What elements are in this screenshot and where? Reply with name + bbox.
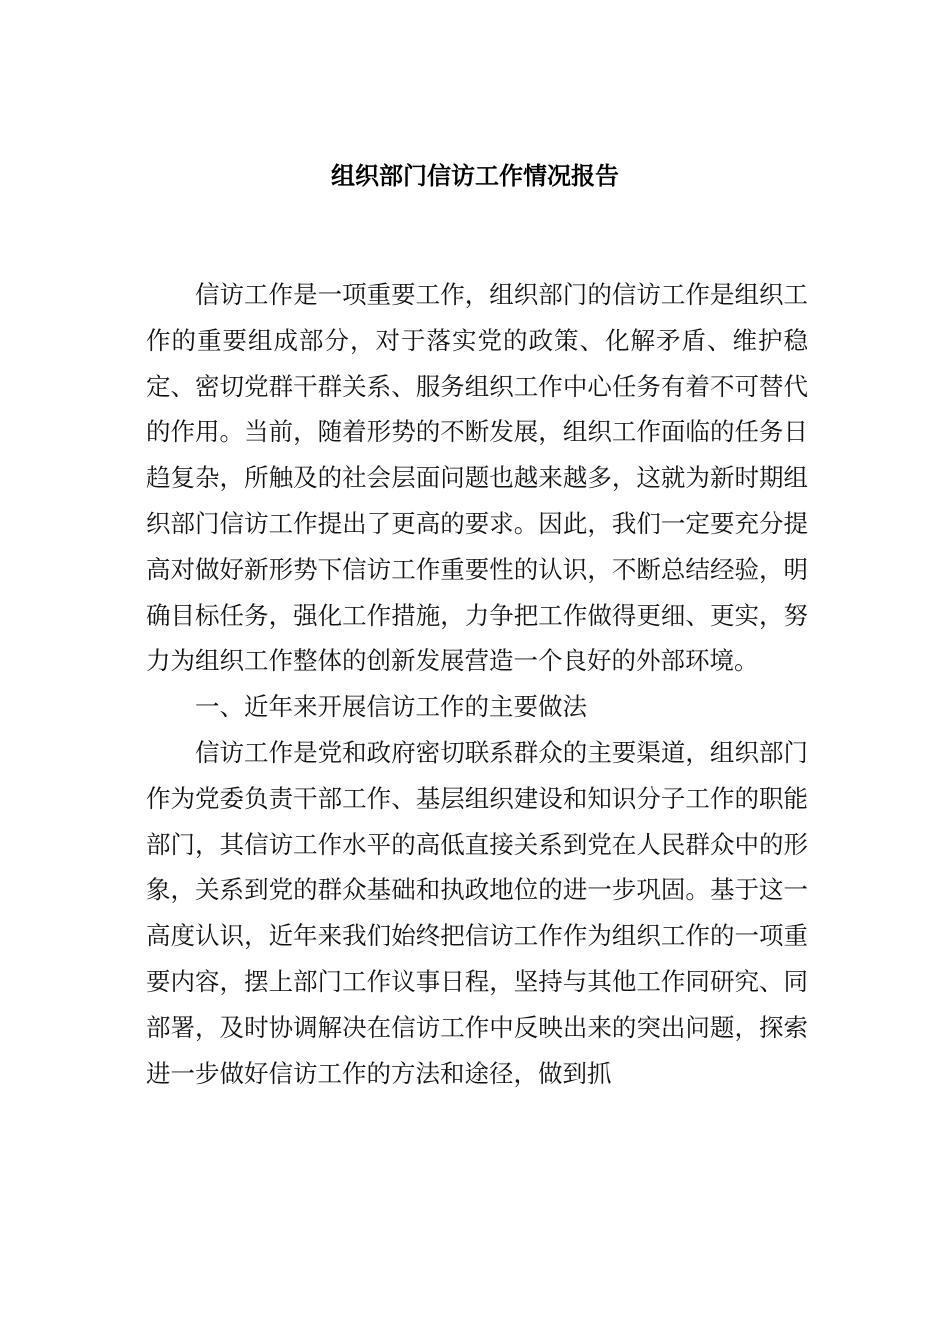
paragraph-section-1: 信访工作是党和政府密切联系群众的主要渠道，组织部门作为党委负责干部工作、基层组织建设和知识分子工作的职能部门，其信访工作水平的高低直接关系到党在人民群众中的形象，关系到党的群众基础和执政地位的进一步巩固。基于这一高度认识，近年来我们始终把信访工作作为组织工作的一项重要内容，摆上部门工作议事日程，坚持与其他工作同研究、同部署，及时协调解决在信访工作中反映出来的突出问题，探索进一步做好信访工作的方法和途径，做到抓 bbox=[146, 737, 808, 1088]
document-body bbox=[146, 272, 808, 1096]
document-title: 组织部门信访工作情况报告 bbox=[331, 162, 619, 190]
paragraph-intro: 信访工作是一项重要工作，组织部门的信访工作是组织工作的重要组成部分，对于落实党的政策、化解矛盾、维护稳定、密切党群干群关系、服务组织工作中心任务有着不可替代的作用。当前，随着形势的不断发展，组织工作面临的任务日趋复杂，所触及的社会层面问题也越来越多，这就为新时期组织部门信访工作提出了更高的要求。因此，我们一定要充分提高对做好新形势下信访工作重要性的认识，不断总结经验，明确目标任务，强化工作措施，力争把工作做得更细、更实，努力为组织工作整体的创新发展营造一个良好的外部环境。 bbox=[146, 280, 808, 676]
section-heading-1: 一、近年来开展信访工作的主要做法 bbox=[195, 692, 587, 722]
